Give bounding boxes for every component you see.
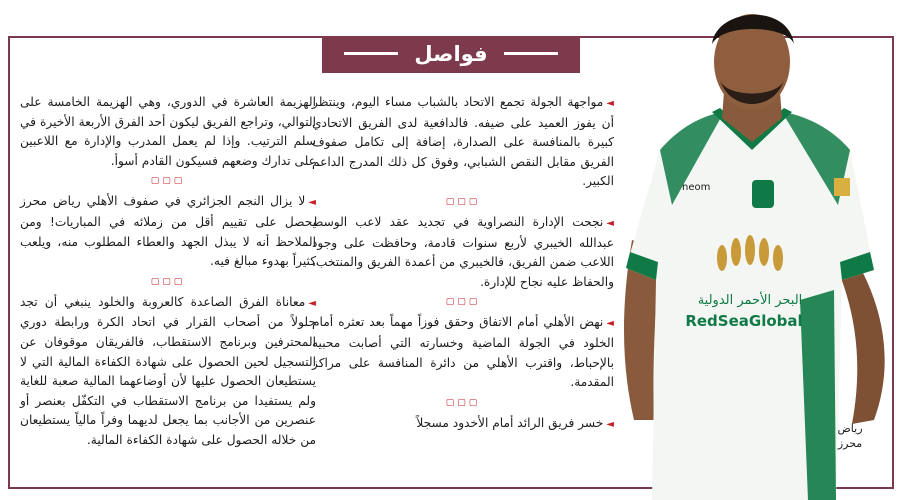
photo-caption: رياض محرز [837,422,863,450]
section-title: فواصل [322,36,580,73]
column-paragraph: الهزيمة العاشرة في الدوري، وهي الهزيمة الخامسة على التوالي، وتراجع الفريق ليكون أحد الفرق الأربعة الأخيرة في سلم الترتيب. وإذا لم يعمل المدرب والإدارة مع اللاعبين على تدارك وضعهم فسيكون القادم أسوأ. [20,95,316,168]
bullet-arrow-icon: ◄ [606,318,614,330]
column-paragraph: ◄نهض الأهلي أمام الاتفاق وحقق فوزاً مهماً بعد تعثره أمام الخلود في الجولة الماضية وخسارته التي أصابت محبيه بالإحباط، واقترب الأهلي من دائرة المنافسة على مراكز المقدمة. [312,315,614,390]
section-separator: ▢▢▢ [150,176,186,187]
column-paragraph: ◄معاناة الفرق الصاعدة كالعروبة والخلود ينبغي أن تجد حلولاً من أصحاب القرار في اتحاد الكرة ورابطة دوري المحترفين وبرنامج الاستقطاب، فالفريقان موقوفان عن التسجيل لحين الحصول على شهادة الكفاءة المالية التي لا يستطيعان الحصول عليها لأن أوضاعهما المالية صعبة للغاية ولم يستفيدا من برنامج الاستقطاب في التكفّل بعنصر أو عنصرين من الأجانب بما يجعل لديهما وفراً مالياً يستطيعان من خلاله الحصول على شهادة الكفاءة المالية. [20,294,316,447]
section-separator: ▢▢▢ [445,196,481,207]
bullet-arrow-icon: ◄ [606,98,614,109]
bullet-arrow-icon: ◄ [308,297,316,309]
section-separator: ▢▢▢ [445,297,481,308]
bullet-arrow-icon: ◄ [308,197,316,209]
section-separator: ▢▢▢ [445,397,481,408]
bullet-arrow-icon: ◄ [606,217,614,229]
column-paragraph: ◄نجحت الإدارة النصراوية في تجديد عقد لاعب الوسط عبدالله الخيبري لأربع سنوات قادمة، وحافظت على وجود اللاعب ضمن الفريق، فالخيبري من أعمدة الفريق والمنتخب، والحفاظ عليه نجاح للإدارة. [312,214,614,289]
column-paragraph: ◄لا يزال النجم الجزائري في صفوف الأهلي رياض محرز يحصل على تقييم أقل من زملائه في المباريات! ومن الملاحظ أنه لا يبذل الجهد والعطاء المطلوب منه، ويلعب كثيراً بهدوء مبالغ فيه. [20,194,316,269]
text-column-right [312,93,614,434]
section-separator: ▢▢▢ [150,276,186,287]
column-paragraph: ◄مواجهة الجولة تجمع الاتحاد بالشباب مساء اليوم، وينتظر أن يفوز العميد على ضيفه. فالدافعية لدى الفريق الاتحادي كبيرة بالمنافسة على الصدارة، إضافة إلى تكامل صفوف الفريق مقابل النقص الشبابي، وفوق كل ذلك المدرج الداعم الكبير. [312,95,614,189]
sponsor-latin: RedSeaGlobal [685,312,803,330]
sponsor-arabic: البحر الأحمر الدولية [697,293,803,308]
league-patch-icon [834,178,850,196]
club-crest-icon [752,180,774,208]
text-column-left [20,93,316,451]
kit-brand: neom [682,182,711,193]
bullet-arrow-icon: ◄ [606,418,614,430]
column-paragraph: ◄خسر فريق الرائد أمام الأخدود مسجلاً [416,415,614,430]
